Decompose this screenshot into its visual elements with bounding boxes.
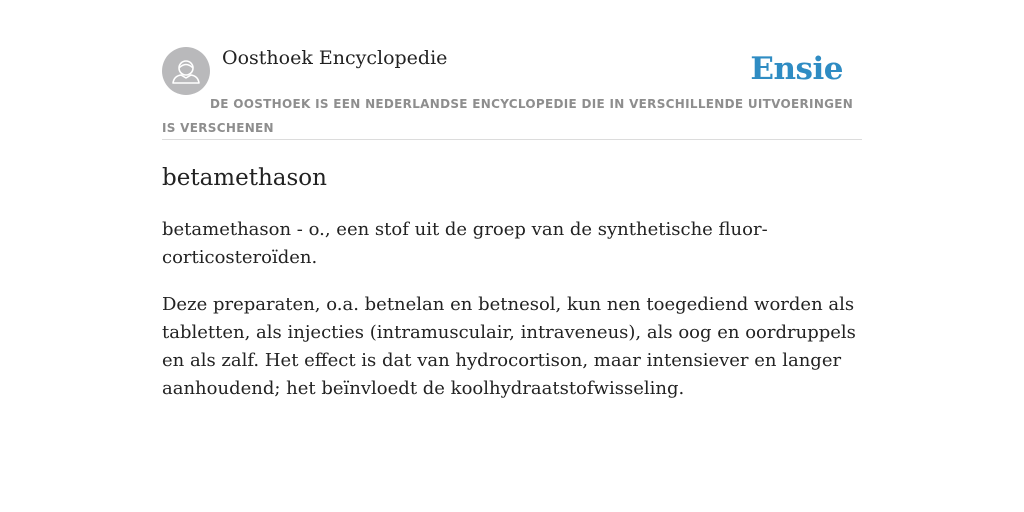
article-paragraph-details: Deze preparaten, o.a. betnelan en betnesol, kun nen toegediend worden als tabletten, als injecties (intramusculair, intraveneus), als oog en oordruppels en als zalf. Het effect is dat van hydrocortison, maar intensiever en langer aanhoudend; het beïnvloedt de koolhydraatstofwisseling.: [162, 294, 856, 399]
header: [162, 46, 862, 140]
article-title: betamethason: [162, 165, 327, 191]
site-name[interactable]: Oosthoek Encyclopedie: [222, 47, 448, 69]
user-icon: [162, 47, 210, 95]
brand-logo[interactable]: Ensie: [750, 51, 843, 87]
article-paragraph-definition: betamethason - o., een stof uit de groep van de synthetische fluor-corticosteroïden.: [162, 219, 768, 268]
avatar[interactable]: [162, 47, 210, 95]
site-tagline: DE OOSTHOEK IS EEN NEDERLANDSE ENCYCLOPEDIE DIE IN VERSCHILLENDE UITVOERINGEN IS VERSCHENEN: [162, 97, 854, 135]
article: [162, 160, 862, 403]
